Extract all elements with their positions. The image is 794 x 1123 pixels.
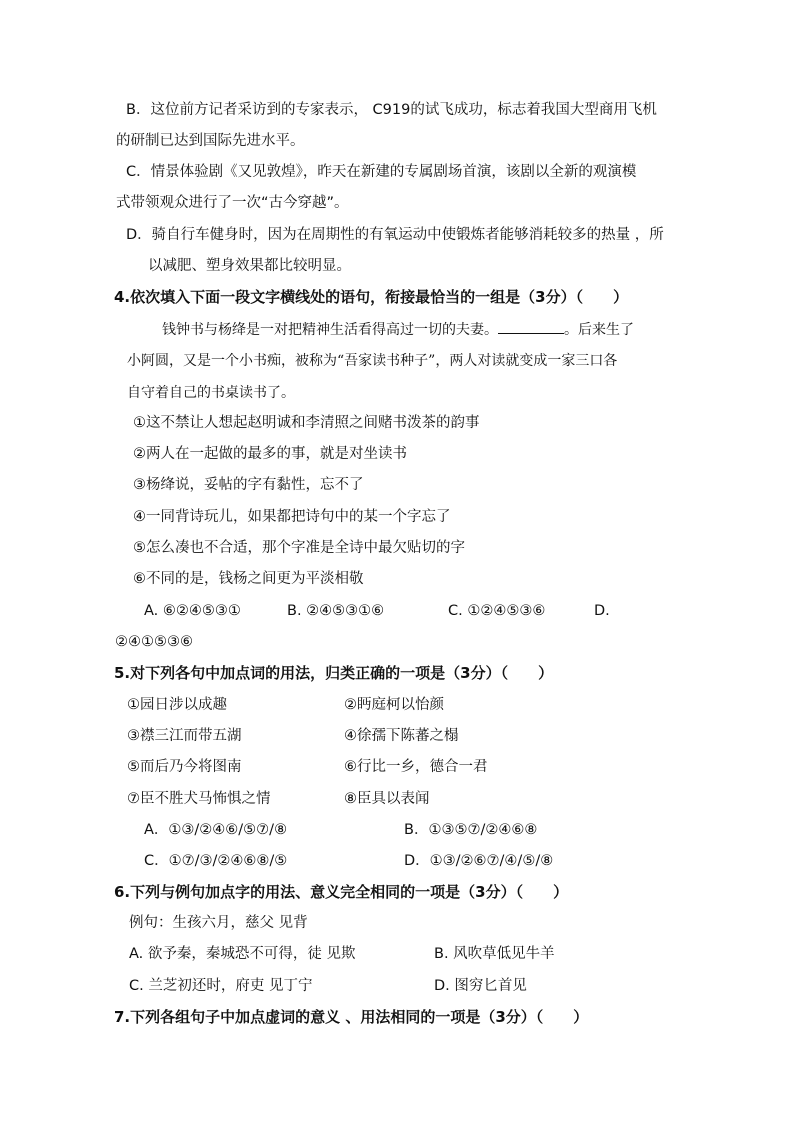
q4-item-2: ②两人在一起做的最多的事，就是对坐读书 — [133, 446, 407, 462]
q5-sentence-7: ⑦臣不胜犬马怖惧之情 — [127, 791, 271, 807]
q5-sentence-4: ④徐孺下陈蕃之榻 — [344, 728, 459, 744]
q6-option-d: D. 图穷匕首见 — [434, 978, 527, 994]
q4-blank — [498, 319, 564, 334]
q4-title: 4.依次填入下面一段文字横线处的语句，衔接最恰当的一组是（3分）（ ） — [114, 288, 629, 306]
q5-option-c: C．①⑦/③/②④⑥⑧/⑤ — [144, 853, 288, 869]
q5-option-b: B．①③⑤⑦/②④⑥⑧ — [404, 822, 538, 838]
q5-title: 5.对下列各句中加点词的用法，归类正确的一项是（3分）（ ） — [114, 664, 554, 682]
q3-option-b-line1: B．这位前方记者采访到的专家表示， C919的试飞成功，标志着我国大型商用飞机 — [126, 102, 657, 118]
q4-item-5: ⑤怎么凑也不合适，那个字准是全诗中最欠贴切的字 — [133, 540, 465, 556]
q4-passage-line2: 小阿圆，又是一个小书痴，被称为“吾家读书种子”，两人对读就变成一家三口各 — [127, 353, 618, 369]
q3-option-d-line1: D．骑自行车健身时，因为在周期性的有氧运动中使锻炼者能够消耗较多的热量 ，所 — [126, 227, 664, 243]
q5-sentence-5: ⑤而后乃今将图南 — [127, 759, 242, 775]
q4-passage-part2: 。后来生了 — [564, 322, 634, 338]
q6-title: 6.下列与例句加点字的用法、意义完全相同的一项是（3分）（ ） — [114, 883, 569, 901]
q5-option-d: D．①③/②⑥⑦/④/⑤/⑧ — [404, 853, 554, 869]
q4-passage-line1 — [162, 319, 634, 340]
q3-option-c-line1: C．情景体验剧《又见敦煌》，昨天在新建的专属剧场首演，该剧以全新的观演模 — [126, 164, 637, 180]
q4-option-b: B. ②④⑤③①⑥ — [287, 603, 385, 619]
q5-sentence-2: ②眄庭柯以怡颜 — [344, 697, 444, 713]
q5-sentence-6: ⑥行比一乡，德合一君 — [344, 759, 488, 775]
q3-option-d-line2: 以减肥、塑身效果都比较明显。 — [148, 258, 351, 274]
q6-option-b: B. 风吹草低见牛羊 — [434, 946, 555, 962]
q5-sentence-1: ①园日涉以成趣 — [127, 697, 227, 713]
q6-option-c: C. 兰芝初还时，府吏 见丁宁 — [129, 978, 313, 994]
q4-item-6: ⑥不同的是，钱杨之间更为平淡相敬 — [133, 571, 364, 587]
q4-item-1: ①这不禁让人想起赵明诚和李清照之间赌书泼茶的韵事 — [133, 415, 480, 431]
q7-title: 7.下列各组句子中加点虚词的意义 、用法相同的一项是（3分）（ ） — [114, 1008, 589, 1026]
q4-passage-line3: 自守着自己的书桌读书了。 — [127, 385, 295, 401]
q4-option-d: D. — [594, 603, 610, 619]
q4-item-3: ③杨绛说，妥帖的字有黏性，忘不了 — [133, 477, 364, 493]
q6-example: 例句：生孩六月，慈父 见背 — [129, 915, 308, 931]
q5-sentence-3: ③襟三江而带五湖 — [127, 728, 242, 744]
q4-option-d-value: ②④①⑤③⑥ — [115, 634, 193, 650]
q5-option-a: A．①③/②④⑥/⑤⑦/⑧ — [144, 822, 288, 838]
q5-sentence-8: ⑧臣具以表闻 — [344, 791, 430, 807]
q6-option-a: A. 欲予秦，秦城恐不可得，徒 见欺 — [129, 946, 356, 962]
q4-item-4: ④一同背诗玩儿，如果都把诗句中的某一个字忘了 — [133, 509, 451, 525]
q3-option-b-line2: 的研制已达到国际先进水平。 — [116, 133, 305, 149]
q3-option-c-line2: 式带领观众进行了一次“古今穿越”。 — [116, 195, 349, 211]
q4-option-a: A. ⑥②④⑤③① — [144, 603, 241, 619]
q4-passage-part1: 钱钟书与杨绛是一对把精神生活看得高过一切的夫妻。 — [162, 322, 498, 338]
q4-option-c: C. ①②④⑤③⑥ — [448, 603, 546, 619]
